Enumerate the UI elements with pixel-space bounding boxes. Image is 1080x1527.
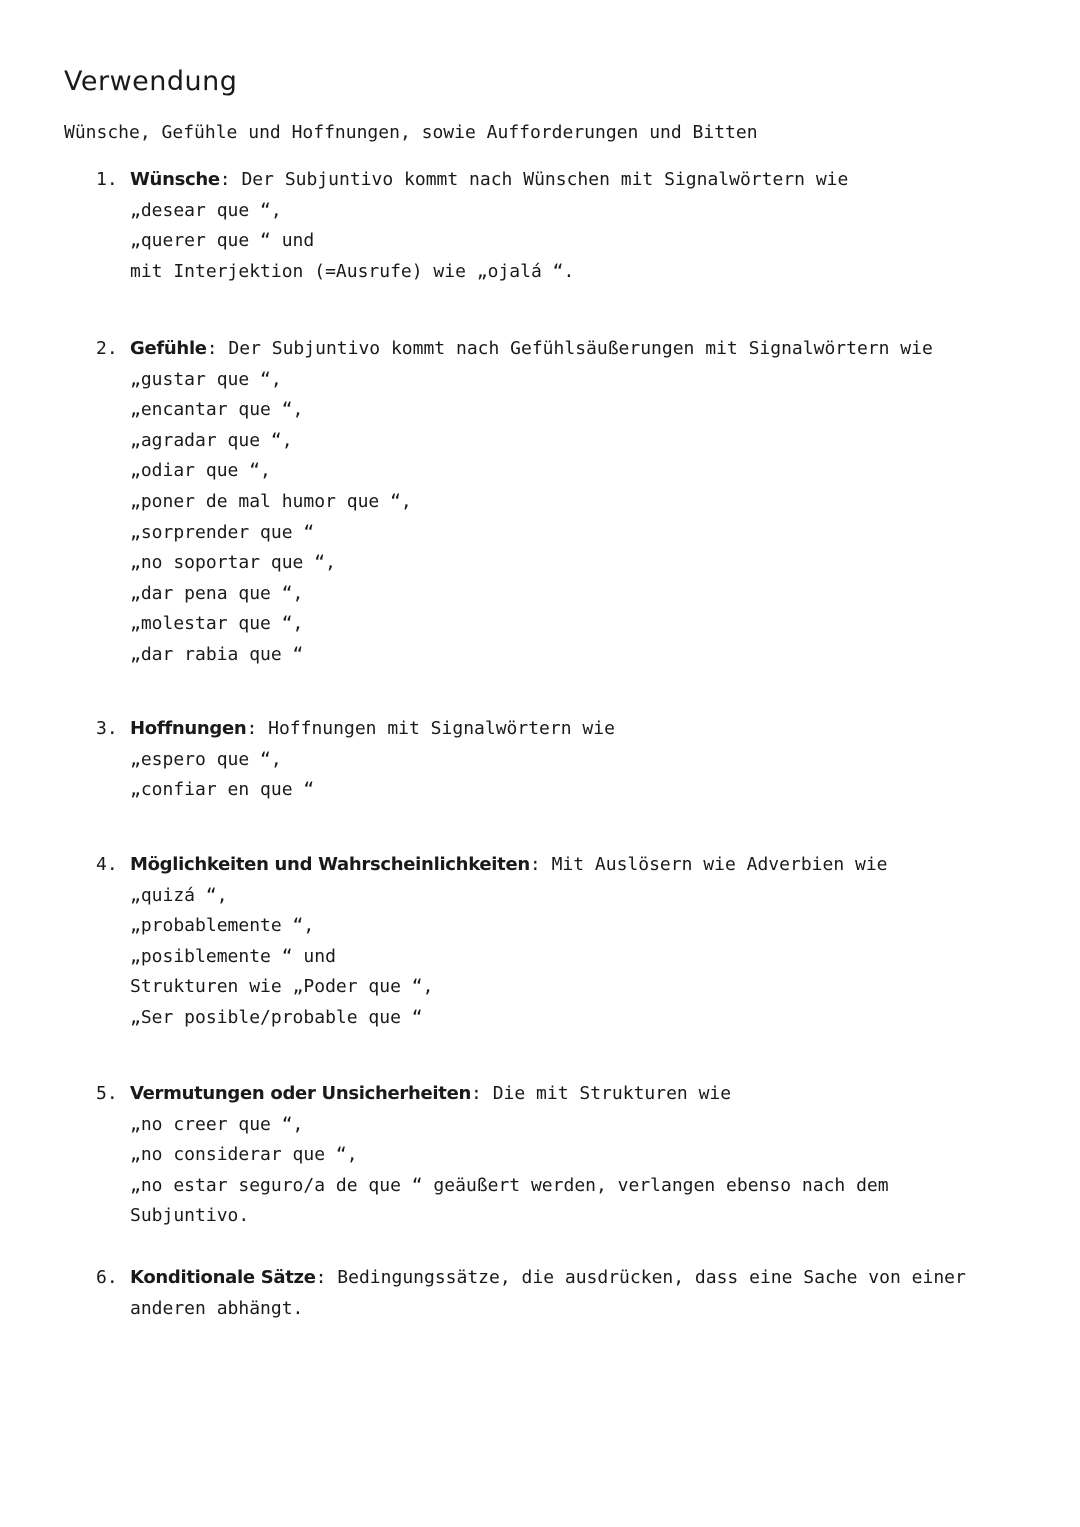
list-number: 5.	[96, 1083, 118, 1104]
signal-word-line: „no considerar que “,	[130, 1144, 358, 1166]
signal-word-line: „confiar en que “	[130, 779, 315, 801]
list-item-konditionale-saetze	[96, 1263, 996, 1324]
signal-word-line: „dar rabia que “	[130, 643, 304, 665]
list-item-vermutungen	[96, 1079, 996, 1232]
term-description: : Der Subjuntivo kommt nach Gefühlsäußerungen mit Signalwörtern wie	[206, 338, 933, 359]
list-number: 1.	[96, 169, 118, 190]
list-item-wuensche	[96, 165, 996, 287]
signal-word-line: „Ser posible/probable que “	[130, 1006, 423, 1028]
list-number: 6.	[96, 1267, 118, 1288]
signal-word-line: „odiar que “,	[130, 460, 271, 482]
list-item-heading	[96, 165, 996, 196]
intro-text: Wünsche, Gefühle und Hoffnungen, sowie Aufforderungen und Bitten	[64, 122, 758, 143]
signal-word-line: „posiblemente “ und	[130, 945, 336, 967]
term-label: Konditionale Sätze	[130, 1267, 316, 1288]
term-label: Gefühle	[130, 338, 207, 359]
term-description: : Der Subjuntivo kommt nach Wünschen mit Signalwörtern wie	[219, 169, 849, 190]
signal-word-line: anderen abhängt.	[130, 1297, 304, 1319]
signal-word-line: „molestar que “,	[130, 613, 304, 635]
term-label: Vermutungen oder Unsicherheiten	[130, 1083, 472, 1104]
list-item-heading	[96, 334, 996, 365]
term-description: : Die mit Strukturen wie	[471, 1083, 732, 1104]
signal-word-line: „no soportar que “,	[130, 552, 336, 574]
signal-word-line: mit Interjektion (=Ausrufe) wie „ojalá “.	[130, 260, 575, 282]
list-item-moeglichkeiten	[96, 850, 996, 1034]
signal-word-line: „poner de mal humor que “,	[130, 490, 412, 512]
signal-word-line: Subjuntivo.	[130, 1205, 250, 1227]
list-item-hoffnungen	[96, 714, 996, 806]
signal-word-line: „probablemente “,	[130, 915, 315, 937]
signal-word-line: „gustar que “,	[130, 368, 282, 390]
signal-word-line: Strukturen wie „Poder que “,	[130, 976, 434, 998]
signal-word-line: „sorprender que “	[130, 521, 315, 543]
list-number: 2.	[96, 338, 118, 359]
list-item-gefuehle	[96, 334, 996, 671]
signal-word-line: „no estar seguro/a de que “ geäußert werden, verlangen ebenso nach dem	[130, 1174, 889, 1196]
signal-word-line: „querer que “ und	[130, 230, 315, 252]
list-number: 4.	[96, 854, 118, 875]
list-item-heading	[96, 714, 996, 745]
signal-word-line: „desear que “,	[130, 199, 282, 221]
signal-word-line: „agradar que “,	[130, 429, 293, 451]
signal-word-line: „no creer que “,	[130, 1113, 304, 1135]
signal-word-line: „encantar que “,	[130, 399, 304, 421]
signal-word-line: „dar pena que “,	[130, 582, 304, 604]
term-description: : Bedingungssätze, die ausdrücken, dass eine Sache von einer	[315, 1267, 966, 1288]
term-description: : Hoffnungen mit Signalwörtern wie	[246, 718, 615, 739]
page-title: Verwendung	[64, 66, 238, 97]
term-description: : Mit Auslösern wie Adverbien wie	[529, 854, 888, 875]
term-label: Hoffnungen	[130, 718, 247, 739]
term-label: Wünsche	[130, 169, 220, 190]
list-item-heading	[96, 1079, 996, 1110]
list-number: 3.	[96, 718, 118, 739]
list-item-heading	[96, 1263, 996, 1294]
list-item-heading	[96, 850, 996, 881]
term-label: Möglichkeiten und Wahrscheinlichkeiten	[130, 854, 530, 875]
signal-word-line: „quizá “,	[130, 884, 228, 906]
signal-word-line: „espero que “,	[130, 748, 282, 770]
